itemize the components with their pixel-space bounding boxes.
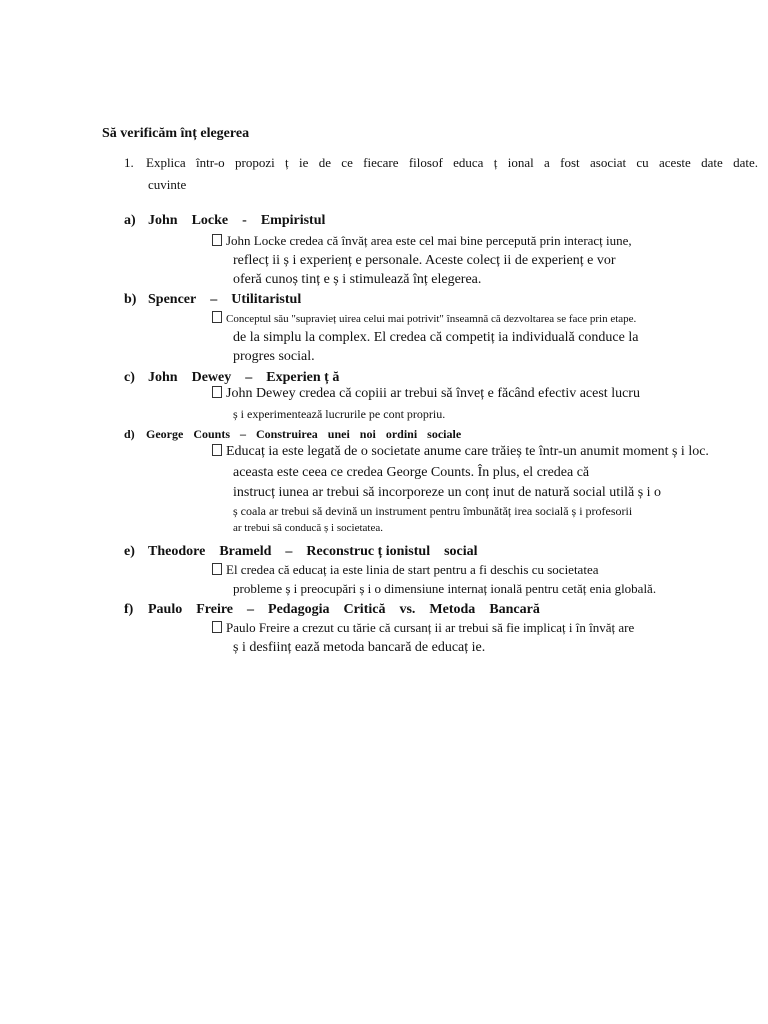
section-b-title [124, 292, 301, 308]
title-word: Freire [196, 602, 234, 617]
title-word: – [245, 370, 253, 385]
section-b-line: progres social. [233, 349, 315, 364]
bullet-text: Paulo Freire a crezut cu tărie că cursanț ii ar trebui să fie implicaț i în învăț are [226, 620, 635, 635]
title-word: social [444, 544, 478, 559]
section-e-line: probleme ș i preocupări ș i o dimensiune internaț ională pentru cetăț enia globală. [233, 581, 657, 596]
title-word: Critică [343, 602, 386, 617]
bullet-box-icon [212, 444, 222, 456]
title-word: George [146, 427, 184, 441]
section-f-line: ș i desființ ează metoda bancară de educaț ie. [233, 640, 486, 655]
section-letter: e) [124, 544, 135, 559]
question-number: 1. [124, 155, 134, 170]
section-a-bullet [212, 233, 632, 249]
bullet-box-icon [212, 311, 222, 323]
title-word: Locke [191, 213, 229, 228]
bullet-text: Educaț ia este legată de o societate anume care trăieș te într-un anumit moment ș i loc. [226, 444, 709, 459]
section-d-line: ar trebui să conducă ș i societatea. [233, 522, 383, 534]
section-letter: a) [124, 213, 136, 228]
title-word: Theodore [148, 544, 206, 559]
title-word: Empiristul [260, 213, 326, 228]
title-word: sociale [427, 427, 462, 441]
section-e-title [124, 544, 478, 560]
title-word: Pedagogia [268, 602, 330, 617]
title-word: noi [359, 427, 376, 441]
section-letter: f) [124, 602, 134, 617]
title-word: Construirea [256, 427, 318, 441]
title-word: Spencer [148, 292, 197, 307]
question-text-continued: cuvinte [148, 177, 187, 192]
bullet-text: Conceptul său "supravieț uirea celui mai potrivit" înseamnă că dezvoltarea se face prin etape. [226, 313, 637, 325]
section-d-bullet [212, 444, 709, 460]
section-e-bullet [212, 562, 598, 578]
title-word: John [148, 370, 178, 385]
section-b-bullet [212, 311, 636, 325]
bullet-box-icon [212, 386, 222, 398]
title-word: – [285, 544, 293, 559]
title-word: Brameld [219, 544, 272, 559]
title-word: Experien ț ă [266, 370, 340, 385]
bullet-text: John Locke credea că învăț area este cel mai bine percepută prin interacț iune, [226, 233, 632, 248]
title-word: - [242, 213, 247, 228]
bullet-text: John Dewey credea că copiii ar trebui să înveț e făcând efectiv acest lucru [226, 386, 640, 401]
section-letter: b) [124, 292, 137, 307]
question-text: Explica într-o propozi ț ie de ce fiecare filosof educa ț ional a fost asociat cu aceste date date. [146, 155, 758, 170]
section-a-line: reflecț ii ș i experienț e personale. Aceste colecț ii de experienț e vor [233, 253, 616, 268]
section-letter: d) [124, 427, 135, 441]
section-f-bullet [212, 620, 634, 636]
title-word: Utilitaristul [231, 292, 302, 307]
bullet-box-icon [212, 563, 222, 575]
section-f-title [124, 602, 540, 618]
section-a-line: oferă cunoș tinț e ș i stimulează înț elegerea. [233, 272, 482, 287]
title-word: ordini [385, 427, 418, 441]
section-c-line: ș i experimentează lucrurile pe cont propriu. [233, 407, 446, 421]
title-word: John [148, 213, 178, 228]
title-word: Paulo [148, 602, 183, 617]
title-word: – [210, 292, 218, 307]
bullet-box-icon [212, 234, 222, 246]
title-word: – [247, 602, 255, 617]
section-d-line: ș coala ar trebui să devină un instrument pentru îmbunătăț irea socială ș i profesorii [233, 504, 633, 518]
title-word: Dewey [191, 370, 232, 385]
title-word: – [240, 427, 246, 441]
section-d-line: instrucț iunea ar trebui să incorporeze un conț inut de natură social utilă ș i o [233, 485, 662, 500]
title-word: Counts [193, 427, 230, 441]
title-word: unei [327, 427, 350, 441]
section-d-title [124, 427, 461, 442]
title-word: vs. [399, 602, 416, 617]
title-word: Bancară [489, 602, 540, 617]
title-word: Metoda [429, 602, 476, 617]
bullet-box-icon [212, 621, 222, 633]
section-b-line: de la simplu la complex. El credea că competiț ia individuală conduce la [233, 330, 639, 345]
section-a-title [124, 213, 325, 229]
section-d-line: aceasta este ceea ce credea George Counts. În plus, el credea că [233, 465, 590, 480]
section-c-title [124, 370, 339, 386]
title-word: Reconstruc ț ionistul [306, 544, 431, 559]
section-c-bullet [212, 386, 640, 402]
bullet-text: El credea că educaț ia este linia de start pentru a fi deschis cu societatea [226, 562, 599, 577]
section-letter: c) [124, 370, 135, 385]
page-heading: Să verificăm înț elegerea [102, 126, 250, 141]
